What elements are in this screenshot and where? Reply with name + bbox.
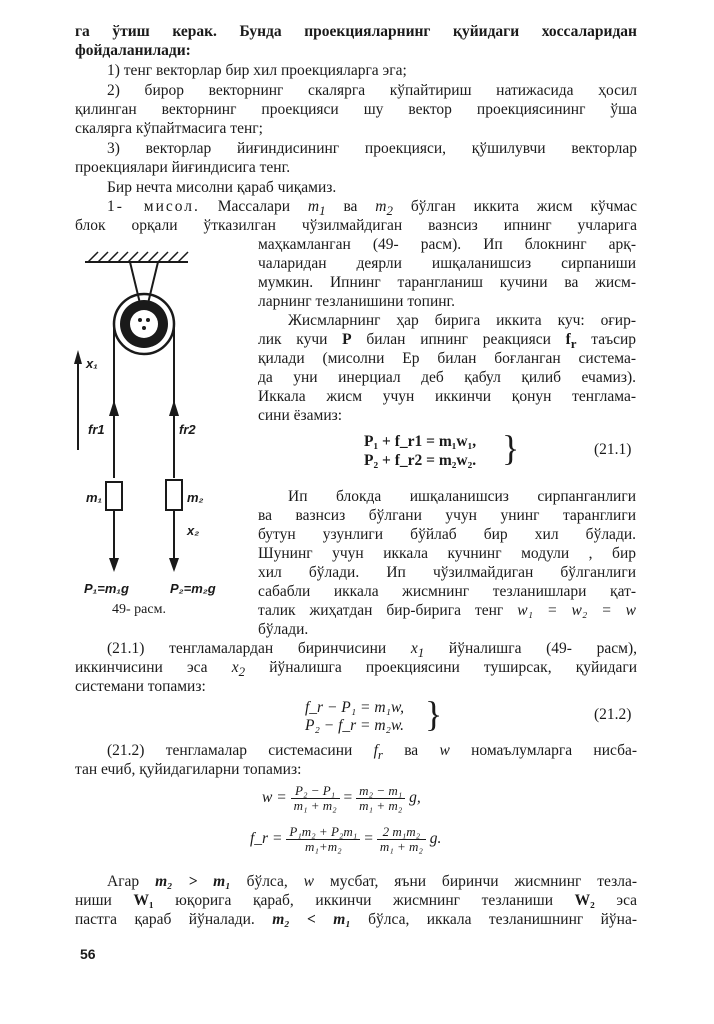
equation-brace: } — [425, 694, 443, 734]
math-fr: $f_r$ — [565, 331, 577, 352]
text-span: йўналишга проекциясини туширсак, қуйидаги — [269, 659, 638, 676]
equation-21-2-line1: f_r − P₁ = m₁w, — [305, 699, 405, 716]
text-line: фойдаланилади: — [75, 42, 191, 59]
solution-fr: f_r = $\frac{\text{P₁m₂ + P₂m₁}}{\text{m₁+m₂}}$ = $\frac{\text{2 m₁m₂}}{\text{m₁ + m₂}}$ g. — [250, 824, 442, 854]
text-span: иккинчисини эса — [75, 659, 208, 676]
text-span: бўлса, — [246, 873, 288, 890]
math-w: w — [303, 873, 315, 890]
text-line: Шунинг учун иккала кучнинг модули , бир — [258, 545, 636, 562]
text-line: чаларидан деярли ишқаланишсиз сирпаниши — [258, 255, 636, 272]
text-line: Ип блокда ишқаланишсиз сирпанганлиги — [288, 488, 636, 505]
text-span: йўналишга (49- расм), — [448, 640, 637, 657]
text-line: скалярга кўпайтмасига тенг; — [75, 120, 263, 137]
fraction: $\frac{\text{2 m₁m₂}}{\text{m₁ + m₂}}$ — [377, 825, 426, 854]
list-item-2: 2) бирор векторнинг скалярга кўпайтириш натижасида ҳосил — [107, 82, 637, 99]
math-condition: m₂ > m₁ — [155, 873, 231, 890]
text-line: маҳкамланган (49- расм). Ип блокнинг арқ- — [258, 236, 636, 253]
pulley-hub — [130, 310, 158, 338]
text-line — [258, 601, 636, 620]
text-line: да уни инерциал деб қабул қилиб ечамиз). — [258, 369, 636, 386]
text-span: бўлган иккита жисм кўчмас — [410, 198, 638, 215]
label-p2: P₂=m₂g — [170, 581, 216, 596]
text-span: ниши — [75, 892, 112, 909]
text-line: бутун узунлиги бўйлаб бир хил бўлади. — [258, 526, 636, 543]
text-span: номаълумларга нисба- — [471, 742, 637, 759]
math-P: P — [342, 331, 352, 348]
figure-caption: 49- расм. — [112, 602, 166, 617]
text-line: ва вазнсиз бўлгани учун унинг таранглиги — [258, 507, 636, 524]
equation-21-2-line2: P₂ − f_r = m₂w. — [305, 717, 405, 734]
text-line: га ўтиш керак. Бунда проекцияларнинг қуйидаги хоссаларидан — [75, 23, 637, 40]
example-label: 1- мисол. — [107, 198, 200, 215]
text-span: Агар — [107, 873, 140, 890]
label-m1: m₁ — [86, 490, 103, 505]
text-span: талик жиҳатдан бир-бирига тенг — [258, 602, 504, 619]
label-m2: m₂ — [187, 490, 204, 505]
text-line: хил бўлади. Ип чўзилмайдиган бўлганлиги — [258, 564, 636, 581]
label-x2: x₂ — [187, 523, 200, 538]
equation-number-21-2: (21.2) — [594, 706, 632, 723]
text-line: бўлади. — [258, 621, 309, 638]
math-w-equality: w₁ = w₂ = w — [517, 602, 637, 619]
math-x2: $x_2$ — [231, 659, 246, 680]
text-span: бўлса, иккала тезланишнинг йўна- — [368, 911, 637, 928]
text-span: (21.2) тенгламалар системасини — [107, 742, 353, 759]
equation-number-21-1: (21.1) — [594, 441, 632, 458]
text-span: мусбат, яъни биринчи жисмнинг тезла- — [329, 873, 638, 890]
math-x1: $x_1$ — [410, 640, 425, 661]
text-line — [75, 910, 637, 929]
mass-2 — [166, 480, 182, 510]
math-text: g, — [409, 789, 421, 807]
fraction: $\frac{\text{P₁m₂ + P₂m₁}}{\text{m₁+m₂}}$ — [286, 825, 360, 854]
text-line: тан ечиб, қуйидагиларни топамиз: — [75, 761, 302, 778]
fraction: $\frac{\text{P₂ − P₁}}{\text{m₁ + m₂}}$ — [291, 784, 340, 813]
text-span: таъсир — [591, 331, 637, 348]
text-line: ларнинг тезланишини топинг. — [258, 293, 456, 310]
arrow-fr2 — [169, 400, 179, 416]
label-fr2: fr2 — [179, 422, 196, 437]
text-line: Бир нечта мисолни қараб чиқамиз. — [107, 179, 337, 196]
label-x1: x₁ — [86, 356, 98, 371]
math-condition: m₂ < m₁ — [272, 911, 351, 928]
text-span: ва — [404, 742, 419, 759]
arrow-p2 — [169, 558, 179, 572]
math-W2: W₂ — [574, 892, 595, 909]
text-line: проекциялари йиғиндисига тенг. — [75, 159, 291, 176]
math-text: g. — [429, 830, 442, 848]
text-line: мумкин. Ипнинг таранглaниш кучини ва жисм- — [258, 274, 636, 291]
solution-w: w = $\frac{\text{P₂ − P₁}}{\text{m₁ + m₂}}$ = $\frac{\text{m₂ − m₁}}{\text{m₁ + m₂}}$ g, — [262, 783, 421, 813]
text-span: юқорига қараб, иккинчи жисмнинг тезланиши — [175, 892, 554, 909]
text-span: эса — [616, 892, 638, 909]
fraction: $\frac{\text{m₂ − m₁}}{\text{m₁ + m₂}}$ — [356, 784, 405, 813]
text-line: қилади (мисолни Ер билан боғланган система- — [258, 350, 636, 367]
mass-1 — [106, 482, 122, 510]
pulley-figure — [70, 250, 250, 600]
label-fr1: fr1 — [88, 422, 105, 437]
arrow-fr1 — [109, 400, 119, 416]
math-text: f_r = — [250, 830, 283, 848]
text-span: лик кучи — [258, 331, 328, 348]
text-line: Жисмларнинг ҳар бирига иккита куч: оғир- — [288, 312, 636, 329]
equation-21-1-line2: P₂ + f_r2 = m₂w₂. — [364, 452, 477, 469]
page-number: 56 — [80, 946, 96, 962]
list-item-1: 1) тенг векторлар бир хил проекцияларга эга; — [107, 62, 407, 79]
equation-brace: } — [502, 428, 520, 468]
list-item-3: 3) векторлар йиғиндисининг проекцияси, қўшилувчи векторлар — [107, 140, 637, 157]
text-line: қилинган векторнинг проекцияси шу вектор проекциясининг ўша — [75, 101, 637, 118]
text-line: Иккала жисм учун иккинчи қонун тенглама- — [258, 388, 636, 405]
text-span: билан ипнинг реакцияси — [366, 331, 551, 348]
equation-21-1-line1: P₁ + f_r1 = m₁w₁, — [364, 433, 477, 450]
text-span: пастга қараб йўналади. — [75, 911, 255, 928]
text-line — [75, 891, 637, 910]
math-W1: W₁ — [133, 892, 154, 909]
text-span: Массалари — [217, 198, 291, 215]
label-p1: P₁=m₁g — [84, 581, 129, 596]
math-m1: $m_1$ — [307, 198, 326, 219]
math-text: w = — [262, 789, 287, 807]
ceiling-hatching — [88, 252, 188, 262]
text-line — [107, 872, 637, 891]
arrow-p1 — [109, 558, 119, 572]
text-line: блок орқали ўтказилган чўзилмайдиган вазнсиз ипнинг учларига — [75, 217, 637, 234]
math-m2: $m_2$ — [375, 198, 393, 219]
text-line: сабабли иккала жисмнинг тезланишлари қат- — [258, 583, 636, 600]
text-line: системани топамиз: — [75, 678, 206, 695]
text-span: (21.1) тенгламалардан биринчисини — [107, 640, 387, 657]
text-span: ва — [343, 198, 358, 215]
math-w: w — [439, 742, 450, 759]
text-line: сини ёзамиз: — [258, 407, 343, 424]
math-fr: $f_r$ — [373, 742, 383, 763]
